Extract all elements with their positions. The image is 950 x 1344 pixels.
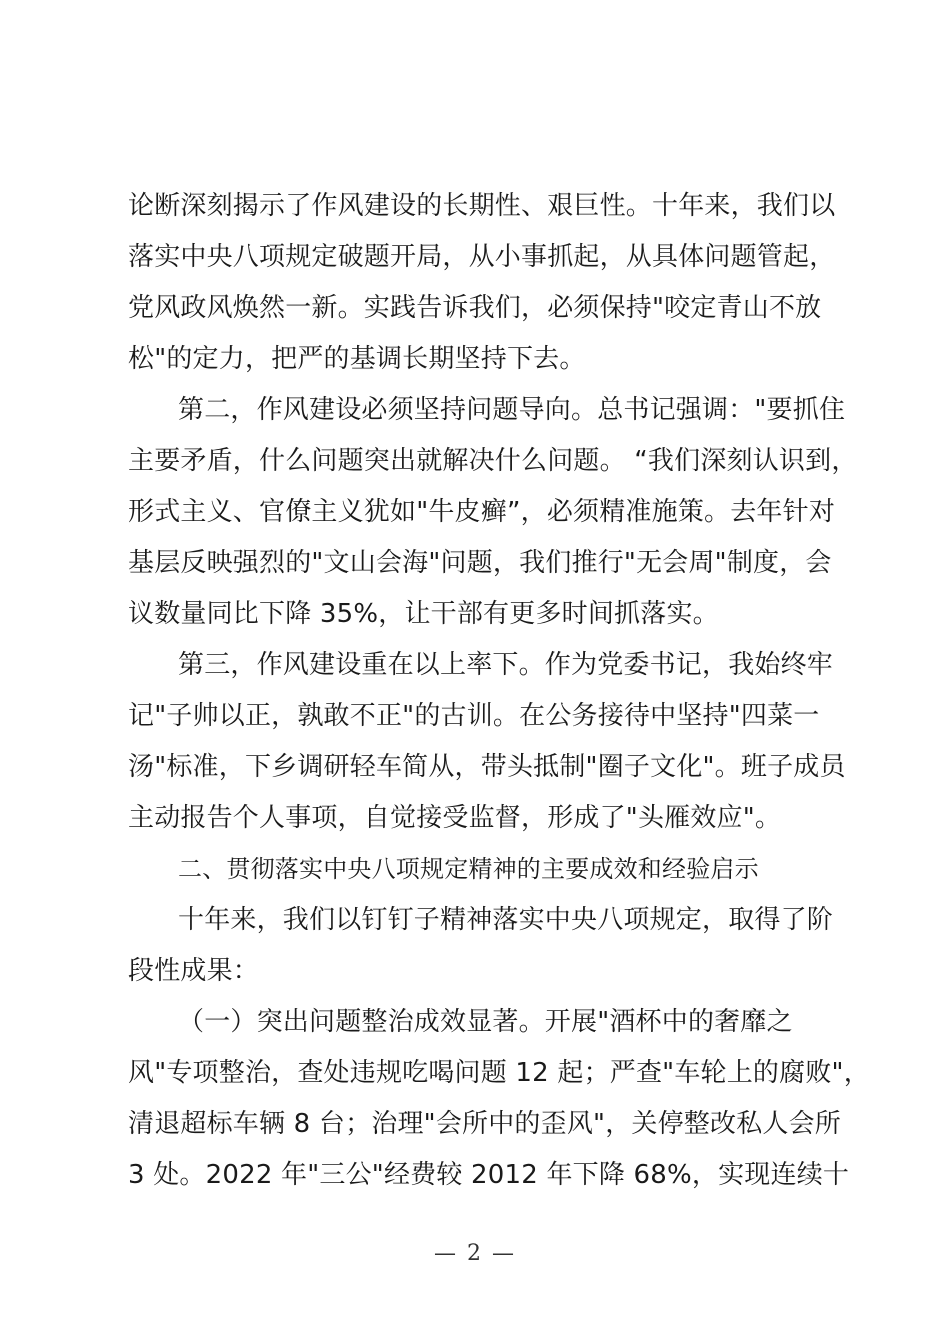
- text-line: 汤"标准，下乡调研轻车简从，带头抵制"圈子文化"。班子成员: [128, 752, 846, 782]
- text-line: 基层反映强烈的"文山会海"问题，我们推行"无会周"制度，会: [128, 548, 832, 578]
- text-line: 风"专项整治，查处违规吃喝问题 12 起；严查"车轮上的腐败"，: [128, 1058, 870, 1088]
- paragraph-start-line: 第二，作风建设必须坚持问题导向。总书记强调："要抓住: [178, 395, 846, 425]
- paragraph-start-line: （一）突出问题整治成效显著。开展"酒杯中的奢靡之: [178, 1007, 793, 1037]
- page-number: — 2 —: [434, 1241, 516, 1266]
- text-line: 清退超标车辆 8 台；治理"会所中的歪风"，关停整改私人会所: [128, 1109, 841, 1139]
- text-line: 论断深刻揭示了作风建设的长期性、艰巨性。十年来，我们以: [128, 191, 836, 221]
- text-line: 记"子帅以正，孰敢不正"的古训。在公务接待中坚持"四菜一: [128, 701, 820, 731]
- text-line: 党风政风焕然一新。实践告诉我们，必须保持"咬定青山不放: [128, 293, 822, 323]
- text-line: 落实中央八项规定破题开局，从小事抓起，从具体问题管起，: [128, 242, 836, 272]
- section-heading: 二、贯彻落实中央八项规定精神的主要成效和经验启示: [178, 855, 759, 883]
- paragraph-start-line: 十年来，我们以钉钉子精神落实中央八项规定，取得了阶: [178, 905, 834, 935]
- text-line: 松"的定力，把严的基调长期坚持下去。: [128, 344, 586, 374]
- text-line: 3 处。2022 年"三公"经费较 2012 年下降 68%，实现连续十: [128, 1160, 850, 1190]
- text-line: 主要矛盾，什么问题突出就解决什么问题。 “我们深刻认识到，: [128, 446, 858, 476]
- text-line: 议数量同比下降 35%，让干部有更多时间抓落实。: [128, 599, 719, 629]
- text-line: 主动报告个人事项，自觉接受监督，形成了"头雁效应"。: [128, 803, 782, 833]
- text-line: 段性成果：: [128, 956, 260, 986]
- text-line: 形式主义、官僚主义犹如"牛皮癣”，必须精准施策。去年针对: [128, 497, 836, 527]
- paragraph-start-line: 第三，作风建设重在以上率下。作为党委书记，我始终牢: [178, 650, 834, 680]
